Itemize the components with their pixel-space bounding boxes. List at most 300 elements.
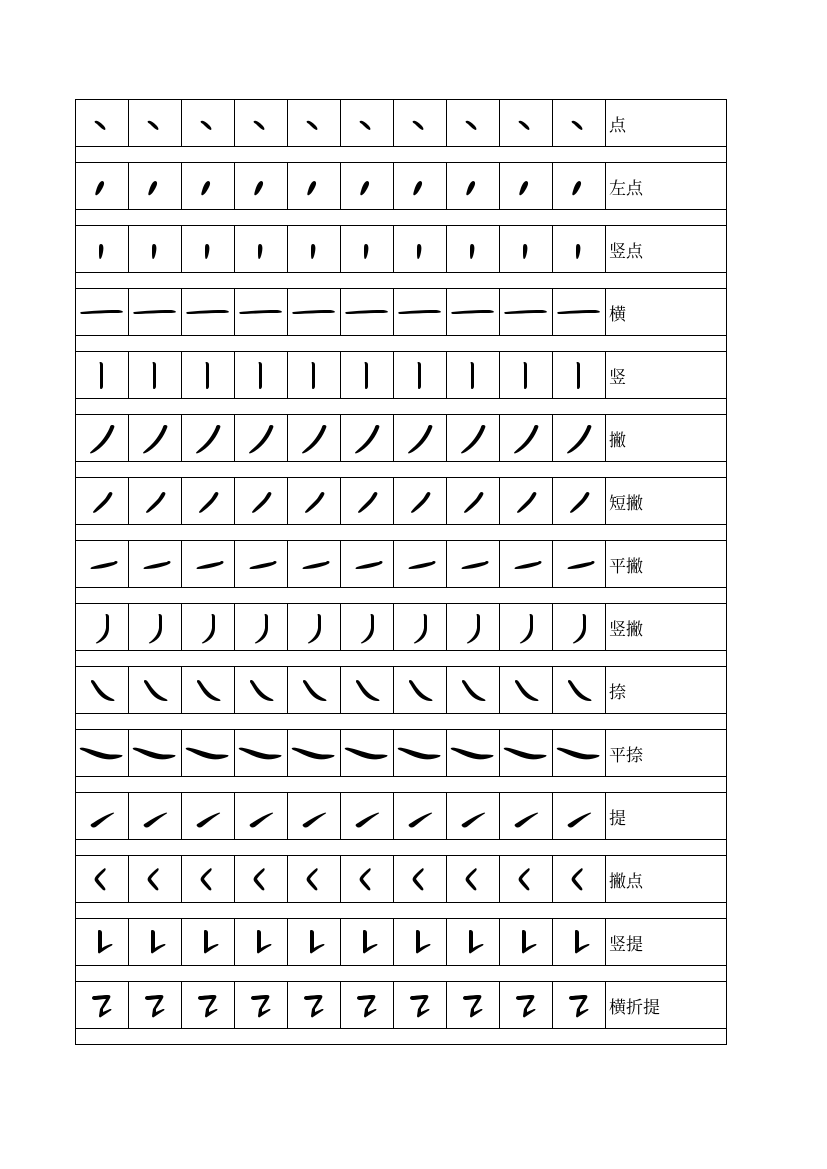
stroke-cell (447, 982, 500, 1028)
stroke-cell (341, 163, 394, 209)
shupie-stroke-glyph (500, 604, 552, 650)
dian-stroke-glyph (394, 100, 446, 146)
stroke-cell (288, 226, 341, 272)
shupie-stroke-glyph (553, 604, 605, 650)
stroke-cell (553, 982, 606, 1028)
stroke-cell (447, 856, 500, 902)
zuodian-stroke-glyph (235, 163, 287, 209)
shuti-stroke-glyph (182, 919, 234, 965)
stroke-cell (182, 100, 235, 146)
stroke-cell (182, 163, 235, 209)
stroke-cell (447, 226, 500, 272)
practice-row-ti (75, 792, 727, 839)
row-spacer (75, 776, 727, 792)
shuti-stroke-glyph (447, 919, 499, 965)
ti-stroke-glyph (394, 793, 446, 839)
stroke-cell (76, 667, 129, 713)
ti-stroke-glyph (341, 793, 393, 839)
shu-stroke-glyph (182, 352, 234, 398)
pie-stroke-glyph (500, 415, 552, 461)
stroke-cell (129, 919, 182, 965)
zuodian-stroke-glyph (341, 163, 393, 209)
shuti-stroke-glyph (76, 919, 128, 965)
row-spacer (75, 461, 727, 477)
stroke-cell (235, 289, 288, 335)
stroke-cell (500, 352, 553, 398)
stroke-name-label: 短撇 (609, 493, 643, 514)
stroke-cell (553, 667, 606, 713)
stroke-cell (341, 100, 394, 146)
stroke-cell (182, 226, 235, 272)
heng-stroke-glyph (235, 289, 287, 335)
stroke-cell (235, 226, 288, 272)
stroke-cell (129, 730, 182, 776)
stroke-cell (394, 856, 447, 902)
stroke-cell (341, 919, 394, 965)
stroke-name-label: 左点 (609, 178, 643, 199)
na-stroke-glyph (500, 667, 552, 713)
hengzheti-stroke-glyph (394, 982, 446, 1028)
shuti-stroke-glyph (394, 919, 446, 965)
stroke-cell (394, 730, 447, 776)
stroke-name-label: 平撇 (609, 556, 643, 577)
heng-stroke-glyph (129, 289, 181, 335)
stroke-cell (341, 478, 394, 524)
stroke-cell (553, 226, 606, 272)
hengzheti-stroke-glyph (500, 982, 552, 1028)
stroke-cell (182, 982, 235, 1028)
hengzheti-stroke-glyph (553, 982, 605, 1028)
stroke-cell (394, 163, 447, 209)
heng-stroke-glyph (447, 289, 499, 335)
stroke-cell (76, 541, 129, 587)
row-spacer (75, 398, 727, 414)
na-stroke-glyph (341, 667, 393, 713)
stroke-name-label: 撇点 (609, 871, 643, 892)
na-stroke-glyph (182, 667, 234, 713)
ti-stroke-glyph (288, 793, 340, 839)
stroke-cell (129, 415, 182, 461)
stroke-name-label: 竖 (609, 367, 626, 388)
stroke-cell (341, 856, 394, 902)
stroke-cell (235, 478, 288, 524)
shudian-stroke-glyph (394, 226, 446, 272)
pie-stroke-glyph (129, 415, 181, 461)
pingpie-stroke-glyph (182, 541, 234, 587)
pingna-stroke-glyph (341, 730, 393, 776)
practice-row-pingpie (75, 540, 727, 587)
stroke-cell (500, 604, 553, 650)
stroke-cell (235, 604, 288, 650)
dian-stroke-glyph (76, 100, 128, 146)
stroke-cell (235, 856, 288, 902)
row-spacer (75, 524, 727, 540)
shu-stroke-glyph (288, 352, 340, 398)
stroke-cell (235, 100, 288, 146)
shudian-stroke-glyph (341, 226, 393, 272)
stroke-cell (182, 604, 235, 650)
stroke-name-label: 点 (609, 115, 626, 136)
stroke-cell (553, 604, 606, 650)
shudian-stroke-glyph (288, 226, 340, 272)
stroke-cell (553, 100, 606, 146)
pingpie-stroke-glyph (553, 541, 605, 587)
stroke-cell (129, 163, 182, 209)
stroke-cell (553, 919, 606, 965)
hengzheti-stroke-glyph (341, 982, 393, 1028)
stroke-cell (76, 919, 129, 965)
practice-row-pingna (75, 729, 727, 776)
shupie-stroke-glyph (76, 604, 128, 650)
stroke-cell (288, 982, 341, 1028)
row-spacer (75, 209, 727, 225)
heng-stroke-glyph (500, 289, 552, 335)
ti-stroke-glyph (500, 793, 552, 839)
stroke-cell (394, 604, 447, 650)
stroke-cell (500, 667, 553, 713)
stroke-cell (447, 793, 500, 839)
row-spacer (75, 1028, 727, 1045)
shudian-stroke-glyph (500, 226, 552, 272)
dian-stroke-glyph (500, 100, 552, 146)
stroke-cell (553, 541, 606, 587)
shupie-stroke-glyph (182, 604, 234, 650)
duanpie-stroke-glyph (500, 478, 552, 524)
duanpie-stroke-glyph (129, 478, 181, 524)
stroke-cell (235, 541, 288, 587)
stroke-cell (129, 604, 182, 650)
stroke-cell (76, 415, 129, 461)
stroke-cell (447, 667, 500, 713)
stroke-cell (341, 982, 394, 1028)
duanpie-stroke-glyph (341, 478, 393, 524)
pingpie-stroke-glyph (288, 541, 340, 587)
heng-stroke-glyph (394, 289, 446, 335)
stroke-cell (182, 919, 235, 965)
stroke-cell (553, 415, 606, 461)
pie-stroke-glyph (447, 415, 499, 461)
practice-row-shudian (75, 225, 727, 272)
dian-stroke-glyph (182, 100, 234, 146)
stroke-cell (129, 478, 182, 524)
heng-stroke-glyph (341, 289, 393, 335)
stroke-cell (394, 478, 447, 524)
pingna-stroke-glyph (553, 730, 605, 776)
zuodian-stroke-glyph (447, 163, 499, 209)
stroke-cell (394, 415, 447, 461)
stroke-cell (500, 730, 553, 776)
piedian-stroke-glyph (553, 856, 605, 902)
shu-stroke-glyph (76, 352, 128, 398)
heng-stroke-glyph (553, 289, 605, 335)
stroke-cell (500, 100, 553, 146)
pie-stroke-glyph (76, 415, 128, 461)
stroke-cell (553, 793, 606, 839)
stroke-cell (394, 982, 447, 1028)
na-stroke-glyph (235, 667, 287, 713)
stroke-cell (288, 730, 341, 776)
stroke-cell (500, 856, 553, 902)
hengzheti-stroke-glyph (182, 982, 234, 1028)
row-spacer (75, 902, 727, 918)
na-stroke-glyph (76, 667, 128, 713)
hengzheti-stroke-glyph (76, 982, 128, 1028)
pie-stroke-glyph (288, 415, 340, 461)
stroke-cell (129, 226, 182, 272)
pie-stroke-glyph (394, 415, 446, 461)
heng-stroke-glyph (76, 289, 128, 335)
pingpie-stroke-glyph (235, 541, 287, 587)
stroke-cell (394, 541, 447, 587)
stroke-cell (394, 289, 447, 335)
stroke-cell (182, 415, 235, 461)
dian-stroke-glyph (447, 100, 499, 146)
row-spacer (75, 272, 727, 288)
pingpie-stroke-glyph (341, 541, 393, 587)
row-spacer (75, 713, 727, 729)
stroke-cell (76, 856, 129, 902)
stroke-name-label: 横折提 (609, 997, 660, 1018)
stroke-cell (288, 100, 341, 146)
stroke-cell (129, 982, 182, 1028)
zuodian-stroke-glyph (553, 163, 605, 209)
stroke-cell (129, 352, 182, 398)
zuodian-stroke-glyph (76, 163, 128, 209)
shupie-stroke-glyph (129, 604, 181, 650)
stroke-cell (76, 352, 129, 398)
stroke-cell (235, 667, 288, 713)
stroke-cell (76, 478, 129, 524)
shupie-stroke-glyph (288, 604, 340, 650)
stroke-cell (500, 793, 553, 839)
duanpie-stroke-glyph (447, 478, 499, 524)
duanpie-stroke-glyph (235, 478, 287, 524)
ti-stroke-glyph (76, 793, 128, 839)
stroke-cell (341, 352, 394, 398)
stroke-cell (500, 163, 553, 209)
stroke-cell (182, 667, 235, 713)
stroke-cell (447, 415, 500, 461)
practice-row-na (75, 666, 727, 713)
row-spacer (75, 965, 727, 981)
pie-stroke-glyph (553, 415, 605, 461)
pingpie-stroke-glyph (447, 541, 499, 587)
practice-row-heng (75, 288, 727, 335)
stroke-cell (288, 478, 341, 524)
stroke-cell (553, 730, 606, 776)
shuti-stroke-glyph (129, 919, 181, 965)
stroke-cell (288, 856, 341, 902)
stroke-cell (553, 478, 606, 524)
stroke-cell (500, 289, 553, 335)
practice-row-piedian (75, 855, 727, 902)
heng-stroke-glyph (288, 289, 340, 335)
shuti-stroke-glyph (500, 919, 552, 965)
piedian-stroke-glyph (500, 856, 552, 902)
stroke-cell (235, 352, 288, 398)
practice-row-shu (75, 351, 727, 398)
shu-stroke-glyph (500, 352, 552, 398)
stroke-cell (553, 163, 606, 209)
hengzheti-stroke-glyph (129, 982, 181, 1028)
stroke-name-label: 竖点 (609, 241, 643, 262)
piedian-stroke-glyph (447, 856, 499, 902)
stroke-cell (288, 352, 341, 398)
stroke-name-label: 提 (609, 808, 626, 829)
pingna-stroke-glyph (394, 730, 446, 776)
shupie-stroke-glyph (447, 604, 499, 650)
shupie-stroke-glyph (341, 604, 393, 650)
stroke-cell (288, 604, 341, 650)
stroke-cell (182, 352, 235, 398)
na-stroke-glyph (553, 667, 605, 713)
stroke-cell (500, 478, 553, 524)
stroke-cell (129, 667, 182, 713)
stroke-cell (447, 919, 500, 965)
ti-stroke-glyph (129, 793, 181, 839)
stroke-cell (447, 289, 500, 335)
stroke-cell (447, 352, 500, 398)
stroke-cell (394, 100, 447, 146)
shudian-stroke-glyph (129, 226, 181, 272)
pingpie-stroke-glyph (500, 541, 552, 587)
stroke-name-label: 竖撇 (609, 619, 643, 640)
na-stroke-glyph (129, 667, 181, 713)
stroke-cell (129, 793, 182, 839)
pingna-stroke-glyph (76, 730, 128, 776)
stroke-cell (76, 163, 129, 209)
pingna-stroke-glyph (447, 730, 499, 776)
practice-row-shupie (75, 603, 727, 650)
stroke-cell (182, 793, 235, 839)
duanpie-stroke-glyph (394, 478, 446, 524)
stroke-cell (288, 667, 341, 713)
stroke-cell (500, 919, 553, 965)
ti-stroke-glyph (447, 793, 499, 839)
pie-stroke-glyph (235, 415, 287, 461)
hengzheti-stroke-glyph (288, 982, 340, 1028)
hengzheti-stroke-glyph (447, 982, 499, 1028)
stroke-cell (235, 793, 288, 839)
stroke-cell (500, 541, 553, 587)
shuti-stroke-glyph (288, 919, 340, 965)
duanpie-stroke-glyph (553, 478, 605, 524)
stroke-cell (447, 541, 500, 587)
stroke-name-label: 撇 (609, 430, 626, 451)
stroke-cell (235, 982, 288, 1028)
stroke-cell (76, 730, 129, 776)
stroke-cell (553, 289, 606, 335)
row-spacer (75, 587, 727, 603)
stroke-cell (129, 856, 182, 902)
stroke-cell (500, 415, 553, 461)
ti-stroke-glyph (235, 793, 287, 839)
shu-stroke-glyph (394, 352, 446, 398)
stroke-cell (182, 478, 235, 524)
duanpie-stroke-glyph (182, 478, 234, 524)
stroke-cell (341, 541, 394, 587)
stroke-cell (341, 289, 394, 335)
stroke-cell (394, 667, 447, 713)
pingpie-stroke-glyph (76, 541, 128, 587)
shudian-stroke-glyph (447, 226, 499, 272)
stroke-cell (288, 793, 341, 839)
pingpie-stroke-glyph (394, 541, 446, 587)
stroke-cell (235, 163, 288, 209)
stroke-cell (235, 730, 288, 776)
na-stroke-glyph (394, 667, 446, 713)
ti-stroke-glyph (553, 793, 605, 839)
stroke-cell (129, 289, 182, 335)
pingpie-stroke-glyph (129, 541, 181, 587)
dian-stroke-glyph (235, 100, 287, 146)
stroke-cell (182, 541, 235, 587)
pie-stroke-glyph (341, 415, 393, 461)
hengzheti-stroke-glyph (235, 982, 287, 1028)
stroke-cell (129, 541, 182, 587)
shupie-stroke-glyph (235, 604, 287, 650)
stroke-practice-sheet (75, 99, 727, 1045)
row-spacer (75, 650, 727, 666)
duanpie-stroke-glyph (288, 478, 340, 524)
stroke-cell (129, 100, 182, 146)
dian-stroke-glyph (553, 100, 605, 146)
stroke-cell (182, 730, 235, 776)
pie-stroke-glyph (182, 415, 234, 461)
stroke-cell (394, 919, 447, 965)
stroke-cell (288, 919, 341, 965)
stroke-cell (341, 667, 394, 713)
na-stroke-glyph (288, 667, 340, 713)
stroke-cell (341, 226, 394, 272)
stroke-cell (341, 730, 394, 776)
stroke-cell (182, 289, 235, 335)
stroke-cell (447, 100, 500, 146)
practice-row-dian (75, 99, 727, 146)
ti-stroke-glyph (182, 793, 234, 839)
stroke-cell (288, 541, 341, 587)
practice-row-hengzheti (75, 981, 727, 1028)
zuodian-stroke-glyph (500, 163, 552, 209)
piedian-stroke-glyph (341, 856, 393, 902)
shuti-stroke-glyph (553, 919, 605, 965)
stroke-name-label: 捺 (609, 682, 626, 703)
stroke-name-label: 竖提 (609, 934, 643, 955)
duanpie-stroke-glyph (76, 478, 128, 524)
shuti-stroke-glyph (235, 919, 287, 965)
piedian-stroke-glyph (76, 856, 128, 902)
stroke-cell (500, 982, 553, 1028)
shu-stroke-glyph (235, 352, 287, 398)
shu-stroke-glyph (129, 352, 181, 398)
zuodian-stroke-glyph (394, 163, 446, 209)
stroke-cell (235, 415, 288, 461)
piedian-stroke-glyph (182, 856, 234, 902)
stroke-cell (447, 730, 500, 776)
dian-stroke-glyph (341, 100, 393, 146)
heng-stroke-glyph (182, 289, 234, 335)
stroke-cell (76, 982, 129, 1028)
shudian-stroke-glyph (76, 226, 128, 272)
stroke-cell (394, 793, 447, 839)
stroke-cell (288, 163, 341, 209)
stroke-cell (182, 856, 235, 902)
shupie-stroke-glyph (394, 604, 446, 650)
stroke-cell (394, 226, 447, 272)
pingna-stroke-glyph (129, 730, 181, 776)
dian-stroke-glyph (129, 100, 181, 146)
stroke-name-label: 平捺 (609, 745, 643, 766)
